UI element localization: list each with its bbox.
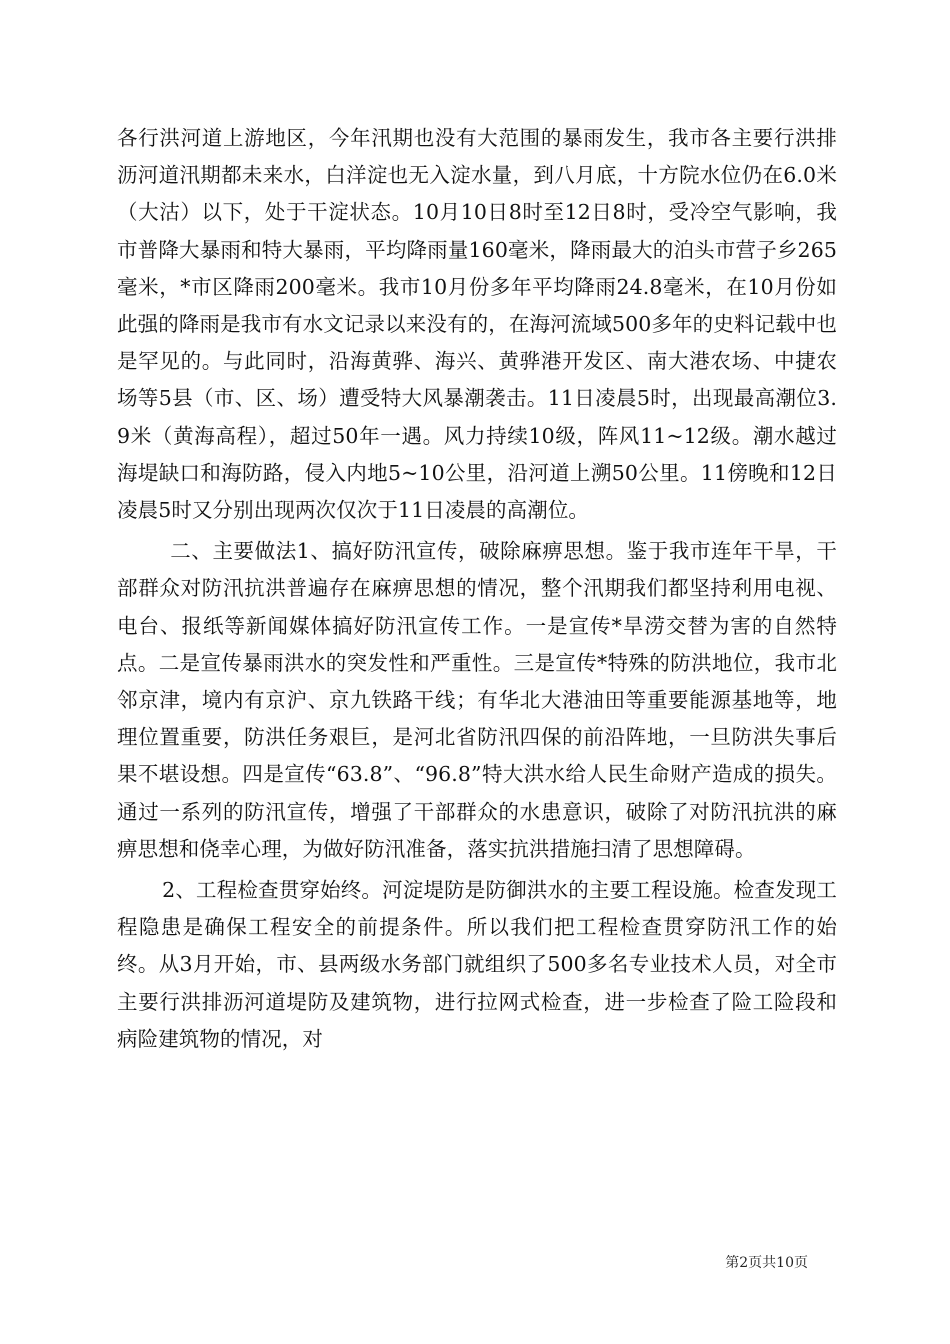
paragraph-1: 各行洪河道上游地区，今年汛期也没有大范围的暴雨发生，我市各主要行洪排沥河道汛期都未来水，白洋淀也无入淀水量，到八月底，十方院水位仍在6.0米（大沽）以下，处于干淀状态。10月10日8时至12日8时，受冷空气影响，我市普降大暴雨和特大暴雨，平均降雨量160毫米，降雨最大的泊头市营子乡265毫米，*市区降雨200毫米。我市10月份多年平均降雨24.8毫米，在10月份如此强的降雨是我市有水文记录以来没有的，在海河流域500多年的史料记载中也是罕见的。与此同时，沿海黄骅、海兴、黄骅港开发区、南大港农场、中捷农场等5县（市、区、场）遭受特大风暴潮袭击。11日凌晨5时，出现最高潮位3.9米（黄海高程），超过50年一遇。风力持续10级，阵风11~12级。潮水越过海堤缺口和海防路，侵入内地5~10公里，沿河道上溯50公里。11傍晚和12日凌晨5时又分别出现两次仅次于11日凌晨的高潮位。 bbox=[117, 126, 837, 523]
page-footer: 第2页共10页 bbox=[725, 1255, 808, 1271]
paragraph-3: 2、工程检查贯穿始终。河淀堤防是防御洪水的主要工程设施。检查发现工程隐患是确保工程安全的前提条件。所以我们把工程检查贯穿防汛工作的始终。从3月开始，市、县两级水务部门就组织了500多名专业技术人员，对全市主要行洪排沥河道堤防及建筑物，进行拉网式检查，进一步检查了险工险段和病险建筑物的情况，对 bbox=[117, 878, 837, 1051]
paragraph-2: 二、主要做法1、搞好防汛宣传，破除麻痹思想。鉴于我市连年干旱，干部群众对防汛抗洪普遍存在麻痹思想的情况，整个汛期我们都坚持利用电视、电台、报纸等新闻媒体搞好防汛宣传工作。一是宣传*旱涝交替为害的自然特点。二是宣传暴雨洪水的突发性和严重性。三是宣传*特殊的防洪地位，我市北邻京津，境内有京沪、京九铁路干线；有华北大港油田等重要能源基地等，地理位置重要，防洪任务艰巨，是河北省防汛四保的前沿阵地，一旦防洪失事后果不堪设想。四是宣传“63.8”、“96.8”特大洪水给人民生命财产造成的损失。通过一系列的防汛宣传，增强了干部群众的水患意识，破除了对防汛抗洪的麻痹思想和侥幸心理，为做好防汛准备，落实抗洪措施扫清了思想障碍。 bbox=[117, 539, 837, 861]
document-body bbox=[117, 120, 837, 1058]
